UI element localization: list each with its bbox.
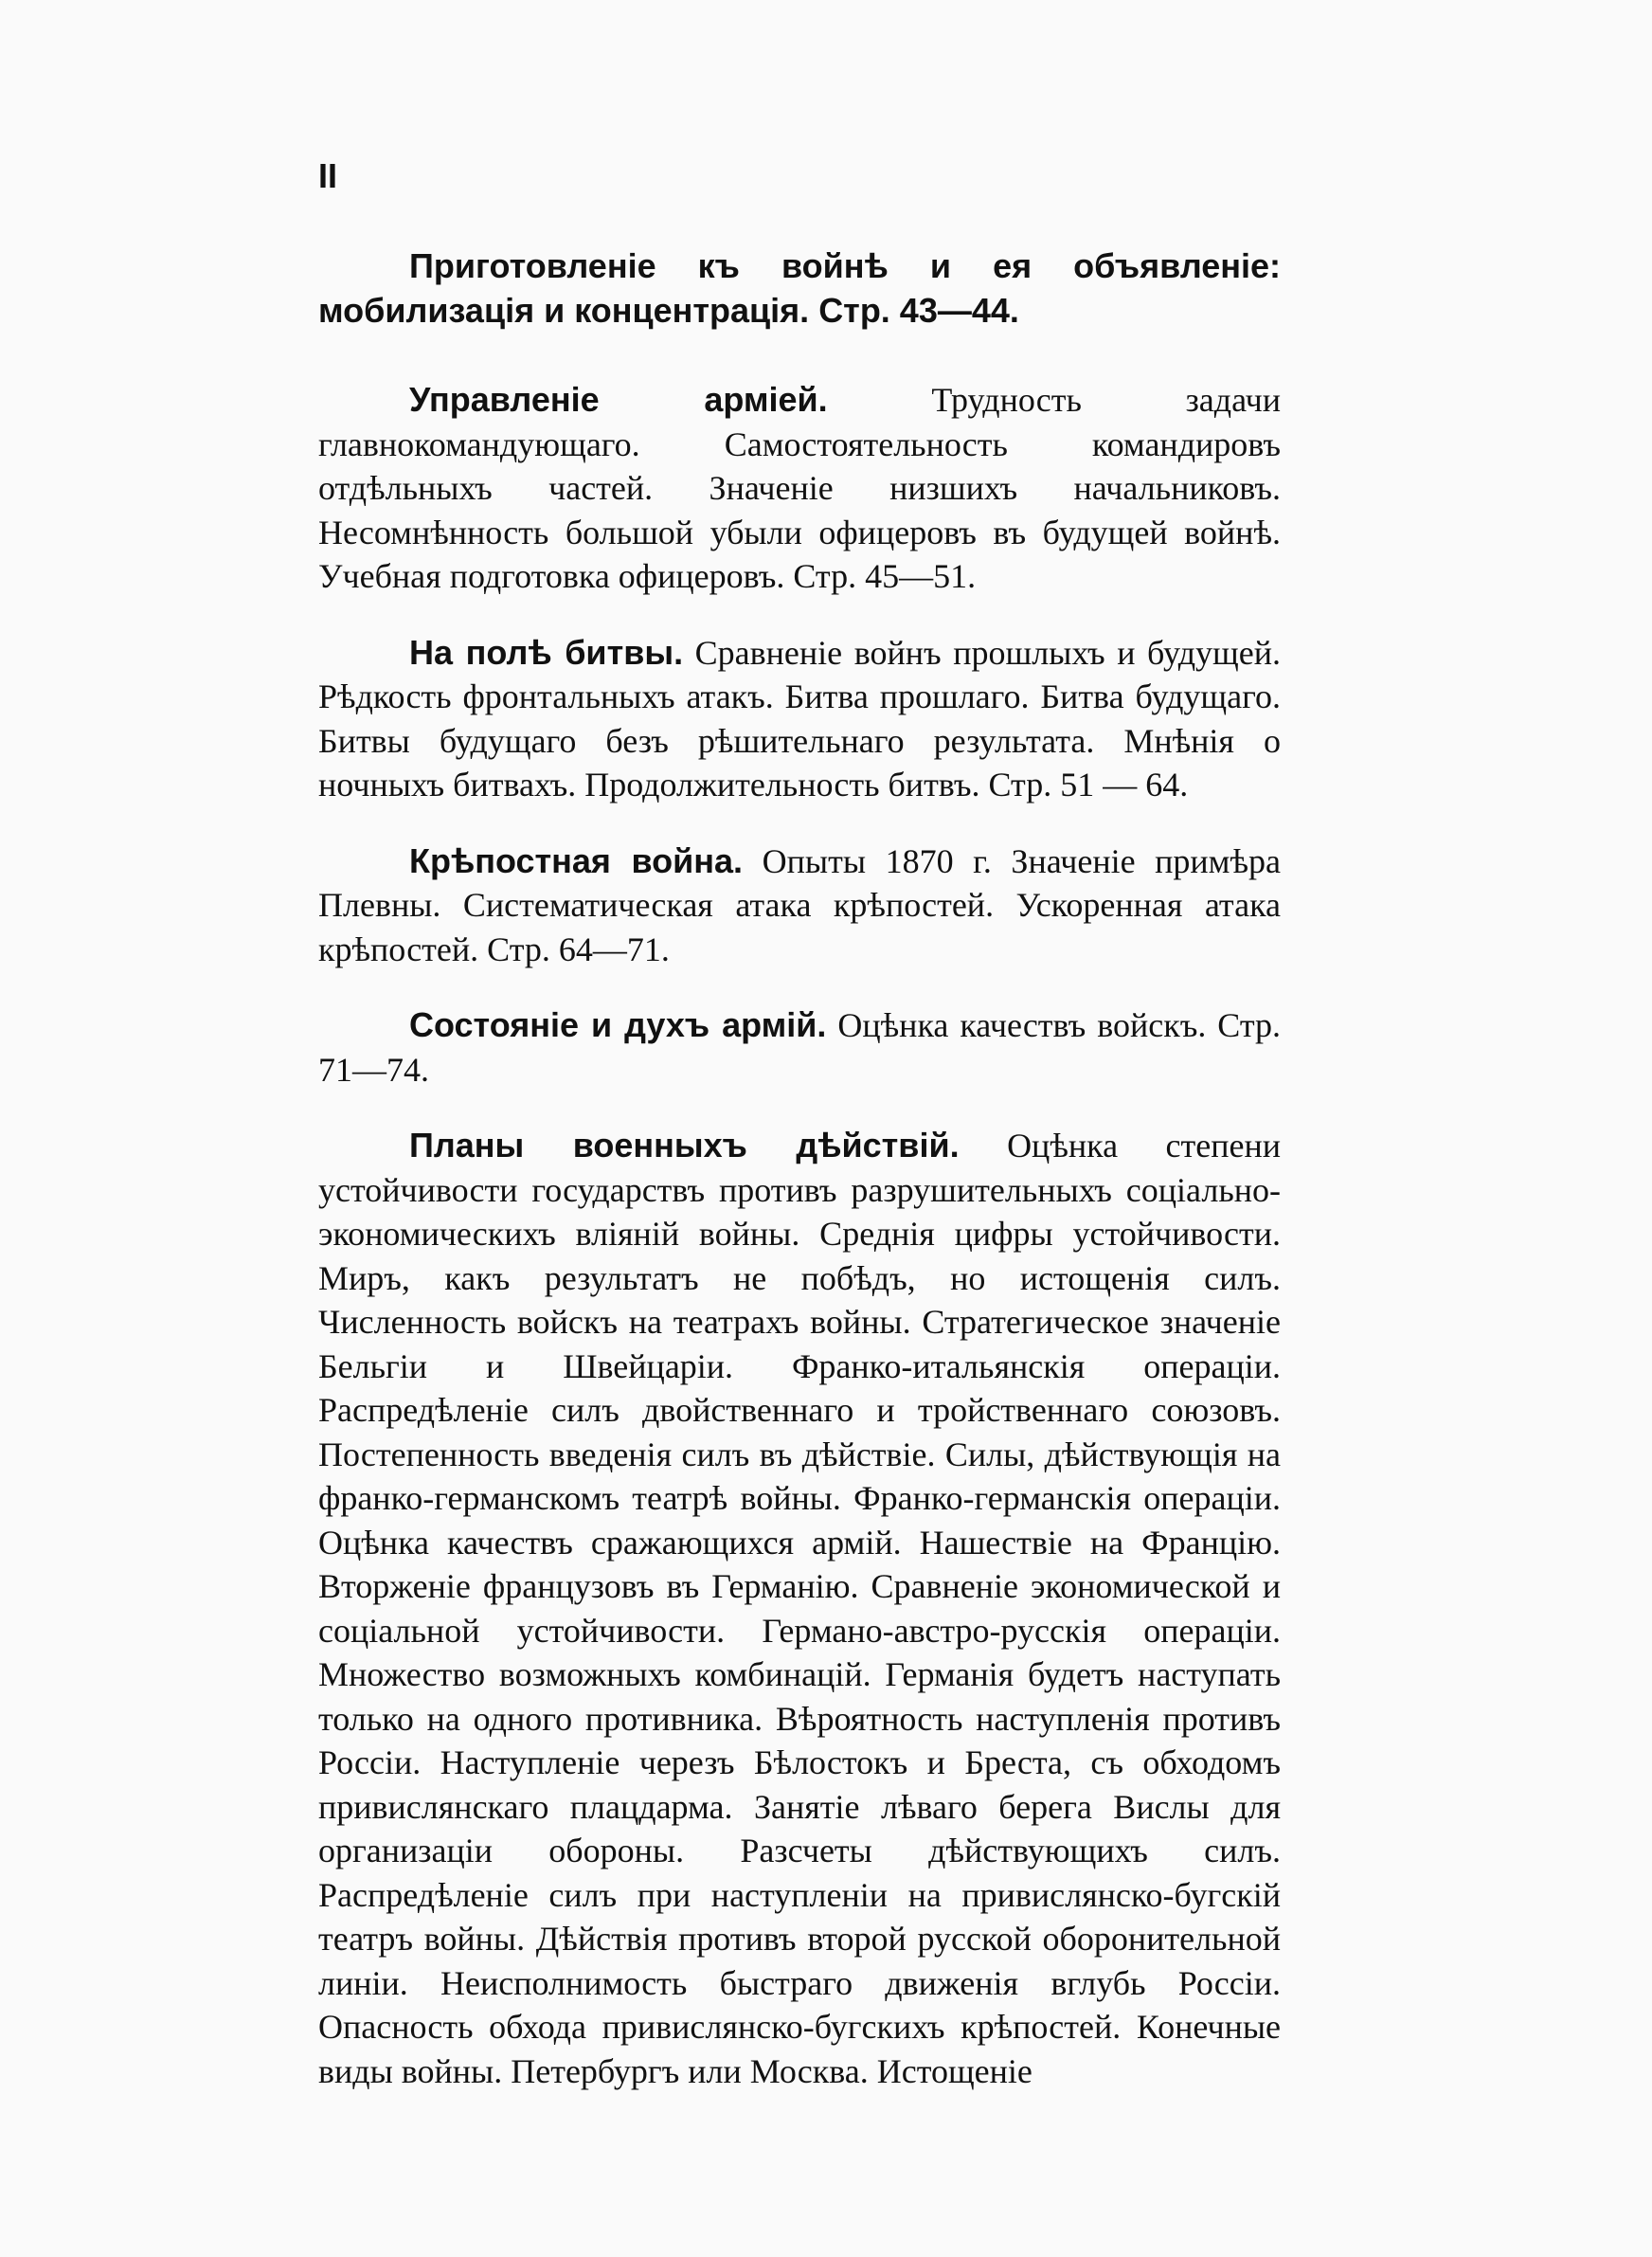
contents-section bbox=[318, 244, 1281, 333]
contents-section bbox=[318, 1003, 1281, 1092]
section-heading: На полѣ битвы. bbox=[409, 632, 684, 672]
contents-section bbox=[318, 631, 1281, 807]
section-heading: Планы военныхъ дѣйствій. bbox=[409, 1126, 960, 1165]
contents-text bbox=[318, 244, 1281, 2125]
section-body: Оцѣнка степени устойчивости государствъ противъ разрушительныхъ соціально-экономическихъ вліяній войны. Среднія цифры устойчивости. Миръ, какъ результатъ не побѣдъ, но истощенія силъ. Численность войскъ на театрахъ войны. Стратегическое значеніе Бельгіи и Швейцаріи. Франко-итальянскія операціи. Распредѣленіе силъ двойственнаго и тройственнаго союзовъ. Постепенность введенія силъ въ дѣйствіе. Силы, дѣйствующія на франко-германскомъ театрѣ войны. Франко-германскія операціи. Оцѣнка качествъ сражающихся армій. Нашествіе на Францію. Вторженіе французовъ въ Германію. Сравненіе экономической и соціальной устойчивости. Германо-австро-русскія операціи. Множество возможныхъ комбинацій. Германія будетъ наступать только на одного противника. Вѣроятность наступленія противъ Россіи. Наступленіе черезъ Бѣлостокъ и Бреста, съ обходомъ привислянскаго плацдарма. Занятіе лѣваго берега Вислы для организаціи обороны. Разсчеты дѣйствующихъ силъ. Распредѣленіе силъ при наступленіи на привислянско-бугскій театръ войны. Дѣйствія противъ второй русской оборонительной линіи. Неисполнимость быстраго движенія вглубь Россіи. Опасность обхода привислянско-бугскихъ крѣпостей. Конечные виды войны. Петербургъ или Москва. Истощеніе bbox=[318, 1127, 1282, 2090]
section-body: Опыты 1870 г. Значеніе примѣра Плевны. Систематическая атака крѣпостей. Ускоренная атака крѣпостей. Стр. 64—71. bbox=[318, 841, 1281, 968]
section-heading: Приготовленіе къ войнѣ и ея объявленіе: мобилизація и концентрація. Стр. 43—44. bbox=[318, 246, 1281, 330]
contents-section bbox=[318, 378, 1281, 599]
section-heading: Крѣпостная война. bbox=[409, 840, 744, 880]
page-folio: II bbox=[318, 156, 338, 195]
contents-section bbox=[318, 1124, 1281, 2093]
contents-section bbox=[318, 840, 1281, 972]
section-heading: Состояніе и духъ армій. bbox=[409, 1005, 827, 1044]
section-body: Сравненіе войнъ прошлыхъ и будущей. Рѣдкость фронтальныхъ атакъ. Битва прошлаго. Битва будущаго. Битвы будущаго безъ рѣшительнаго результата. Мнѣнія о ночныхъ битвахъ. Продолжительность битвъ. Стр. 51 — 64. bbox=[318, 633, 1282, 803]
section-body: Оцѣнка качествъ войскъ. Стр. 71—74. bbox=[318, 1006, 1282, 1089]
section-heading: Управленіе арміей. bbox=[409, 380, 828, 419]
section-body: Трудность задачи главнокомандующаго. Самостоятельность командировъ отдѣльныхъ частей. Значеніе низшихъ начальниковъ. Несомнѣнность большой убыли офицеровъ въ будущей войнѣ. Учебная подготовка офицеровъ. Стр. 45—51. bbox=[318, 381, 1281, 595]
